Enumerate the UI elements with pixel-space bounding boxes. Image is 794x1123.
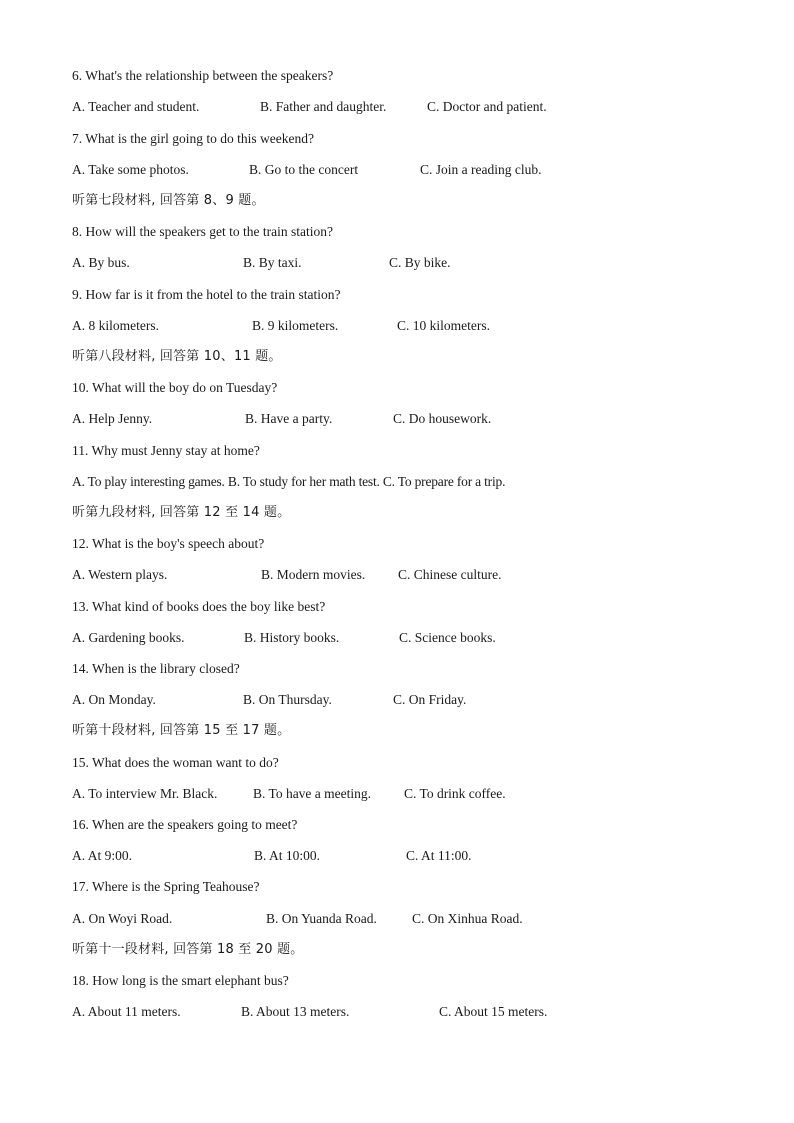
question-17-stem: 17. Where is the Spring Teahouse? xyxy=(72,879,260,894)
question-14-stem: 14. When is the library closed? xyxy=(72,661,240,676)
section-7-heading: 听第七段材料, 回答第 8、9 题。 xyxy=(72,193,265,208)
question-9-stem: 9. How far is it from the hotel to the train station? xyxy=(72,287,341,302)
question-7-stem: 7. What is the girl going to do this weekend? xyxy=(72,131,314,146)
option-b: B. Father and daughter. xyxy=(260,99,387,114)
option-c: C. 10 kilometers. xyxy=(397,318,490,333)
question-6-stem: 6. What's the relationship between the speakers? xyxy=(72,68,334,83)
option-c: C. Science books. xyxy=(399,630,496,645)
question-18-stem: 18. How long is the smart elephant bus? xyxy=(72,973,289,988)
option-b: B. Go to the concert xyxy=(249,162,359,177)
option-a: A. To interview Mr. Black. xyxy=(72,786,218,801)
question-12-stem: 12. What is the boy's speech about? xyxy=(72,536,265,551)
option-b: B. 9 kilometers. xyxy=(252,318,339,333)
option-a: A. Gardening books. xyxy=(72,630,185,645)
option-b: B. On Thursday. xyxy=(243,692,332,707)
option-a: A. Help Jenny. xyxy=(72,411,153,426)
option-b: B. Have a party. xyxy=(245,411,333,426)
option-c: C. Chinese culture. xyxy=(398,567,502,582)
option-a: A. Take some photos. xyxy=(72,162,189,177)
question-10-stem: 10. What will the boy do on Tuesday? xyxy=(72,380,278,395)
option-c: C. Join a reading club. xyxy=(420,162,542,177)
option-b: B. At 10:00. xyxy=(254,848,321,863)
option-c: C. On Friday. xyxy=(393,692,467,707)
option-c: C. Do housework. xyxy=(393,411,492,426)
option-a: A. About 11 meters. xyxy=(72,1004,181,1019)
option-c: C. To drink coffee. xyxy=(404,786,506,801)
option-b: B. About 13 meters. xyxy=(241,1004,350,1019)
option-c: C. About 15 meters. xyxy=(439,1004,548,1019)
option-a: A. By bus. xyxy=(72,255,130,270)
question-13-stem: 13. What kind of books does the boy like best? xyxy=(72,599,326,614)
option-a: A. At 9:00. xyxy=(72,848,133,863)
question-8-stem: 8. How will the speakers get to the train station? xyxy=(72,224,333,239)
option-a: A. On Woyi Road. xyxy=(72,911,173,926)
option-b: B. History books. xyxy=(244,630,340,645)
option-b: B. Modern movies. xyxy=(261,567,366,582)
option-a: A. Western plays. xyxy=(72,567,168,582)
section-11-heading: 听第十一段材料, 回答第 18 至 20 题。 xyxy=(72,942,304,957)
question-11-stem: 11. Why must Jenny stay at home? xyxy=(72,443,260,458)
section-8-heading: 听第八段材料, 回答第 10、11 题。 xyxy=(72,349,282,364)
option-b: B. On Yuanda Road. xyxy=(266,911,377,926)
option-b: B. To have a meeting. xyxy=(253,786,372,801)
section-9-heading: 听第九段材料, 回答第 12 至 14 题。 xyxy=(72,505,291,520)
option-b: B. By taxi. xyxy=(243,255,302,270)
option-a: A. 8 kilometers. xyxy=(72,318,159,333)
question-15-stem: 15. What does the woman want to do? xyxy=(72,755,279,770)
section-10-heading: 听第十段材料, 回答第 15 至 17 题。 xyxy=(72,723,291,738)
option-c: C. At 11:00. xyxy=(406,848,472,863)
option-c: C. Doctor and patient. xyxy=(427,99,547,114)
option-a: A. Teacher and student. xyxy=(72,99,200,114)
question-11-options: A. To play interesting games. B. To study for her math test. C. To prepare for a trip. xyxy=(72,474,506,489)
option-a: A. On Monday. xyxy=(72,692,156,707)
option-c: C. On Xinhua Road. xyxy=(412,911,523,926)
question-16-stem: 16. When are the speakers going to meet? xyxy=(72,817,298,832)
option-c: C. By bike. xyxy=(389,255,451,270)
